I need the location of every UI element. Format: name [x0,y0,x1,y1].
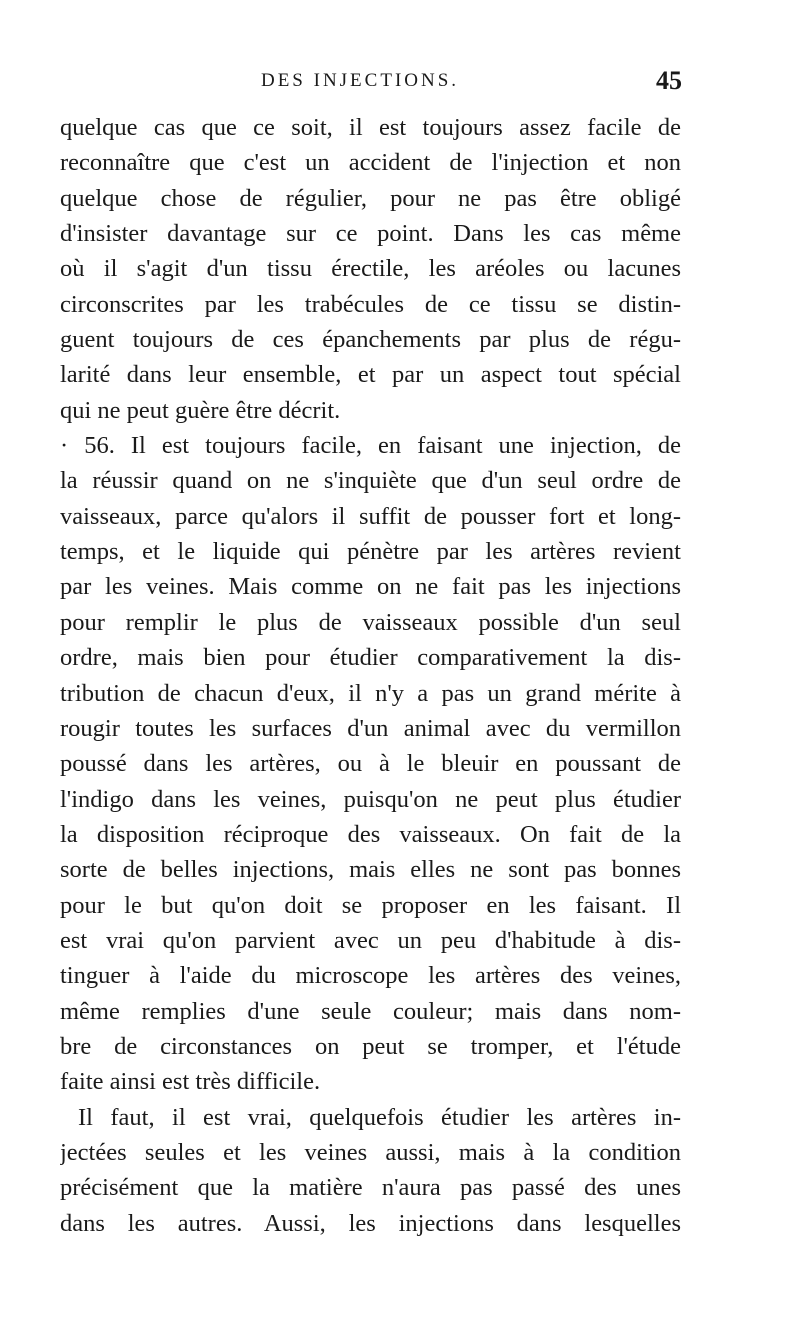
text-line: ordre, mais bien pour étudier comparativement la dis- [60,644,681,672]
text-line: quelque chose de régulier, pour ne pas être obligé [60,184,681,212]
text-line: vaisseaux, parce qu'alors il suffit de pousser fort et long- [60,502,681,530]
text-line: pour remplir le plus de vaisseaux possible d'un seul [60,608,681,636]
paragraph-end-line: qui ne peut guère être décrit. [60,396,341,424]
text-line: l'indigo dans les veines, puisqu'on ne peut plus étudier [60,785,681,813]
text-line: bre de circonstances on peut se tromper, et l'étude [60,1032,681,1060]
text-line: tinguer à l'aide du microscope les artères des veines, [60,962,681,990]
text-line: est vrai qu'on parvient avec un peu d'habitude à dis- [60,926,681,954]
page-number: 45 [656,66,682,95]
text-line: la réussir quand on ne s'inquiète que d'un seul ordre de [60,467,681,495]
text-line: dans les autres. Aussi, les injections dans lesquelles [60,1209,681,1237]
text-line: même remplies d'une seule couleur; mais dans nom- [60,997,681,1025]
text-line: rougir toutes les surfaces d'un animal avec du vermillon [60,714,681,742]
text-line: par les veines. Mais comme on ne fait pas les injections [60,573,681,601]
running-title: DES INJECTIONS. [260,70,460,91]
text-line: la disposition réciproque des vaisseaux. On fait de la [60,820,681,848]
text-line: guent toujours de ces épanchements par plus de régu- [60,326,681,354]
text-line: pour le but qu'on doit se proposer en les faisant. Il [60,891,681,919]
text-line: d'insister davantage sur ce point. Dans les cas même [60,220,681,248]
text-line: larité dans leur ensemble, et par un aspect tout spécial [60,361,681,389]
text-line: sorte de belles injections, mais elles ne sont pas bonnes [60,856,681,884]
text-line: poussé dans les artères, ou à le bleuir en poussant de [60,750,681,778]
paragraph-end-line: faite ainsi est très difficile. [60,1068,321,1096]
text-line: précisément que la matière n'aura pas passé des unes [60,1174,681,1202]
running-head [60,66,682,96]
paragraph-start-line: Il faut, il est vrai, quelquefois étudier les artères in- [78,1103,681,1131]
section-start-line: · 56. Il est toujours facile, en faisant une injection, de [60,432,681,460]
text-line: tribution de chacun d'eux, il n'y a pas un grand mérite à [60,679,681,707]
text-line: temps, et le liquide qui pénètre par les artères revient [60,538,681,566]
text-line: quelque cas que ce soit, il est toujours assez facile de [60,114,681,141]
text-line: reconnaître que c'est un accident de l'injection et non [60,149,681,177]
text-line: où il s'agit d'un tissu érectile, les aréoles ou lacunes [60,255,681,283]
text-line: jectées seules et les veines aussi, mais à la condition [60,1138,681,1166]
body-text [60,110,681,1241]
text-line: circonscrites par les trabécules de ce tissu se distin- [60,290,681,318]
